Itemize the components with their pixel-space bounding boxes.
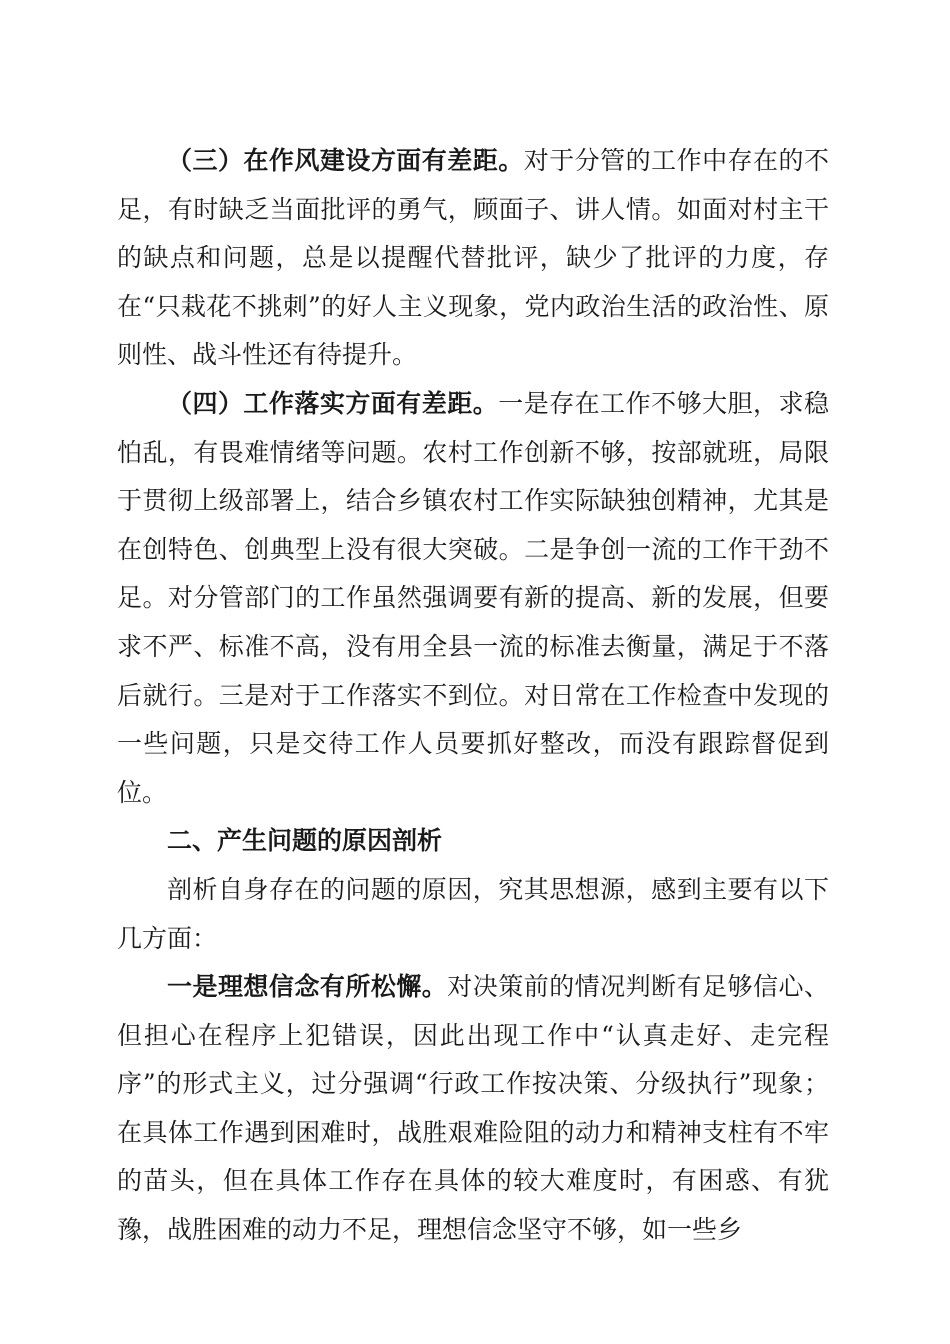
paragraph-implementation — [117, 380, 829, 817]
paragraph-lead: 一是理想信念有所松懈。 — [167, 972, 448, 1002]
paragraph-lead: （三）在作风建设方面有差距。 — [167, 146, 524, 175]
paragraph-body: 剖析自身存在的问题的原因，究其思想源，感到主要有以下几方面： — [117, 874, 829, 953]
paragraph-lead: （四）工作落实方面有差距。 — [167, 388, 499, 418]
paragraph-ideals — [117, 963, 829, 1255]
paragraph-body: 对决策前的情况判断有足够信心、但担心在程序上犯错误，因此出现工作中“认真走好、走完程序”的形式主义，过分强调“行政工作按决策、分级执行”现象；在具体工作遇到困难时，战胜艰难险阻的动力和精神支柱有不牢的苗头，但在具体工作存在具体的较大难度时，有困惑、有犹豫，战胜困难的动力不足，理想信念坚守不够，如一些乡 — [117, 972, 829, 1245]
paragraph-intro — [117, 866, 829, 963]
paragraph-body: 一是存在工作不够大胆，求稳怕乱，有畏难情绪等问题。农村工作创新不够，按部就班，局限于贯彻上级部署上，结合乡镇农村工作实际缺独创精神，尤其是在创特色、创典型上没有很大突破。二是争创一流的工作干劲不足。对分管部门的工作虽然强调要有新的提高、新的发展，但要求不严、标准不高，没有用全县一流的标准去衡量，满足于不落后就行。三是对于工作落实不到位。对日常在工作检查中发现的一些问题，只是交待工作人员要抓好整改，而没有跟踪督促到位。 — [117, 388, 829, 807]
document-body — [117, 137, 829, 1255]
paragraph-work-style — [117, 137, 829, 380]
paragraph-body: 对于分管的工作中存在的不足，有时缺乏当面批评的勇气，顾面子、讲人情。如面对村主干的缺点和问题，总是以提醒代替批评，缺少了批评的力度，存在“只栽花不挑刺”的好人主义现象，党内政治生活的政治性、原则性、战斗性还有待提升。 — [117, 146, 829, 370]
section-heading-causes: 二、产生问题的原因剖析 — [167, 826, 443, 856]
